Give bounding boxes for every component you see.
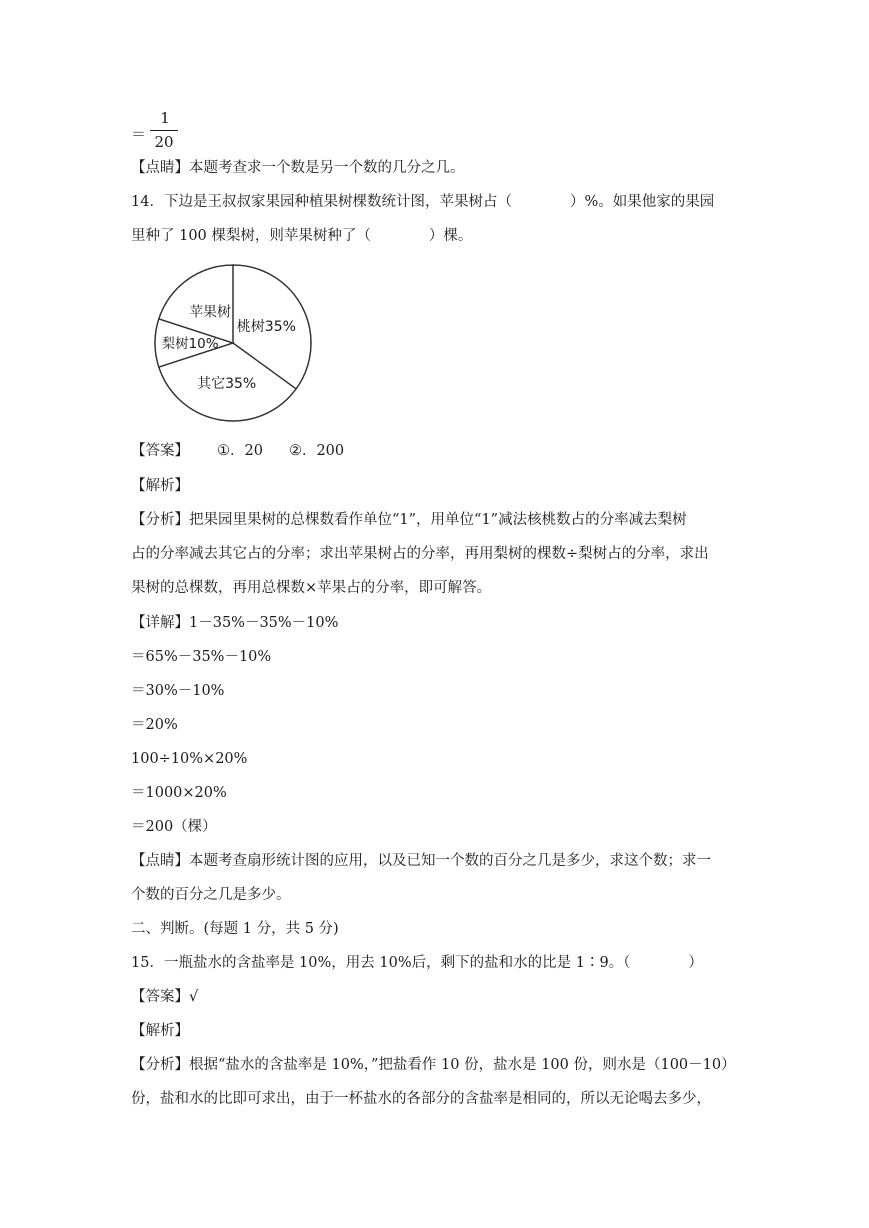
analysis-line-15-2: 份，盐和水的比即可求出，由于一杯盐水的各部分的含盐率是相同的，所以无论喝去多少， [131, 1091, 711, 1107]
pie-label-apple: 苹果树 [189, 304, 232, 321]
detail-line-1: 【详解】1－35%－35%－10% [131, 615, 339, 631]
detail-line-2: ＝65%－35%－10% [131, 649, 272, 665]
answer-2: ②．200 [288, 443, 345, 459]
analysis-line-2: 占的分率减去其它占的分率；求出苹果树占的分率，再用梨树的棵数÷梨树占的分率，求出 [131, 546, 709, 562]
analysis-line-15-1: 【分析】根据“盐水的含盐率是 10%，”把盐看作 10 份，盐水是 100 份，则水是（100－10） [131, 1057, 736, 1073]
question-15-line: 15．一瓶盐水的含盐率是 10%，用去 10%后，剩下的盐和水的比是 1∶9。（ ） [131, 955, 703, 971]
comment-line-2: 【点睛】本题考查扇形统计图的应用，以及已知一个数的百分之几是多少，求这个数；求一 [131, 853, 711, 869]
answer-1: ①．20 [217, 443, 263, 459]
answer-label: 【答案】 [131, 443, 189, 459]
detail-line-7: ＝200（棵） [131, 819, 217, 835]
question-14-line-1: 14．下边是王叔叔家果园种植果树棵数统计图，苹果树占（ ）%。如果他家的果园 [131, 194, 715, 210]
fraction-result [131, 105, 191, 155]
detail-line-6: ＝1000×20% [131, 785, 227, 801]
section-heading: 二、判断。(每题 1 分，共 5 分) [131, 921, 339, 937]
answer-line-15: 【答案】√ [131, 989, 199, 1005]
comment-line-3: 个数的百分之几是多少。 [131, 887, 291, 903]
analysis-line-3: 果树的总棵数，再用总棵数×苹果占的分率，即可解答。 [131, 580, 492, 596]
pie-label-peach: 桃树35% [236, 319, 296, 336]
fraction-numerator: 1 [160, 109, 170, 127]
detail-line-4: ＝20% [131, 717, 178, 733]
fraction-denominator: 20 [154, 133, 174, 151]
detail-line-3: ＝30%－10% [131, 683, 225, 699]
equals-sign: ＝ [131, 125, 147, 143]
pie-chart [146, 258, 316, 428]
comment-line: 【点睛】本题考查求一个数是另一个数的几分之几。 [131, 160, 465, 176]
analysis-line-1: 【分析】把果园里果树的总棵数看作单位“1”，用单位“1”减法核桃数占的分率减去梨树 [131, 512, 687, 528]
detail-line-5: 100÷10%×20% [131, 751, 248, 767]
pie-label-other: 其它35% [197, 376, 257, 393]
question-14-line-2: 里种了 100 棵梨树，则苹果树种了（ ）棵。 [131, 228, 473, 244]
pie-label-pear: 梨树10% [161, 336, 219, 352]
fraction-bar [150, 130, 178, 131]
analysis-heading-15: 【解析】 [131, 1023, 189, 1039]
answer-line [131, 441, 344, 461]
analysis-heading: 【解析】 [131, 478, 189, 494]
